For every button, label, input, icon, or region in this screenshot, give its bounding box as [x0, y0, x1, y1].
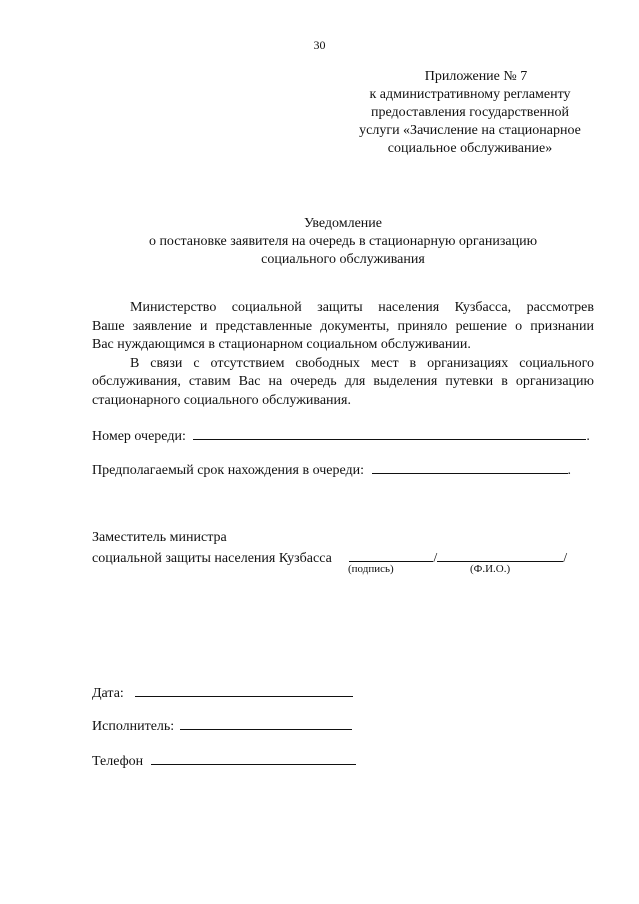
full-name-caption: (Ф.И.О.) — [470, 563, 511, 575]
notification-body — [92, 299, 594, 410]
paragraph-1-line-2: Ваше заявление и представленные документы, приняло решение о признании — [92, 318, 594, 334]
phone-label: Телефон — [92, 754, 144, 769]
title-line-3: социального обслуживания — [261, 252, 425, 267]
title-line-2: о постановке заявителя на очередь в стационарную организацию — [148, 234, 538, 249]
paragraph-2 — [92, 355, 594, 411]
date-row — [92, 682, 353, 702]
signer-position-line-1: Заместитель министра — [92, 530, 227, 545]
page-number: 30 — [313, 38, 326, 52]
appendix-line-3: предоставления государственной — [370, 105, 570, 120]
executor-field[interactable] — [180, 715, 352, 730]
full-name-field[interactable] — [437, 547, 563, 562]
appendix-header — [330, 68, 610, 158]
date-label: Дата: — [92, 686, 124, 701]
signature-caption: (подпись) — [348, 563, 394, 575]
queue-term-end: . — [567, 463, 572, 478]
appendix-line-4: услуги «Зачисление на стационарное — [359, 123, 581, 138]
queue-term-label: Предполагаемый срок нахождения в очереди: — [92, 463, 365, 478]
signature-separator: / — [433, 551, 438, 566]
queue-term-row — [92, 459, 571, 479]
queue-term-field[interactable] — [372, 459, 568, 474]
queue-number-label: Номер очереди: — [92, 429, 186, 444]
title-line-1: Уведомление — [303, 216, 382, 231]
queue-number-end: . — [586, 429, 590, 444]
appendix-line-2: к административному регламенту — [369, 87, 571, 102]
phone-row — [92, 750, 356, 770]
paragraph-2-line-3: стационарного социального обслуживания. — [92, 392, 351, 408]
paragraph-2-line-1: В связи с отсутствием свободных мест в организациях социального — [130, 355, 594, 371]
executor-label: Исполнитель: — [92, 719, 175, 734]
executor-row — [92, 715, 352, 735]
paragraph-1 — [92, 299, 594, 355]
appendix-line-5: социальное обслуживание» — [387, 141, 553, 156]
phone-field[interactable] — [151, 750, 356, 765]
signature-field[interactable] — [349, 547, 433, 562]
paragraph-2-line-2: обслуживания, ставим Вас на очередь для выделения путевки в организацию — [92, 374, 594, 389]
queue-number-field[interactable] — [193, 425, 586, 440]
document-title — [92, 215, 594, 269]
appendix-line-1: Приложение № 7 — [424, 69, 528, 84]
signer-position-text: социальной защиты населения Кузбасса — [92, 551, 332, 566]
paragraph-1-line-1: Министерство социальной защиты населения Кузбасса, рассмотрев — [130, 300, 594, 315]
paragraph-1-line-3: Вас нуждающимся в стационарном социальном обслуживании. — [92, 337, 471, 352]
queue-number-row — [92, 425, 590, 445]
signature-end-separator: / — [563, 551, 568, 566]
date-field[interactable] — [135, 682, 353, 697]
